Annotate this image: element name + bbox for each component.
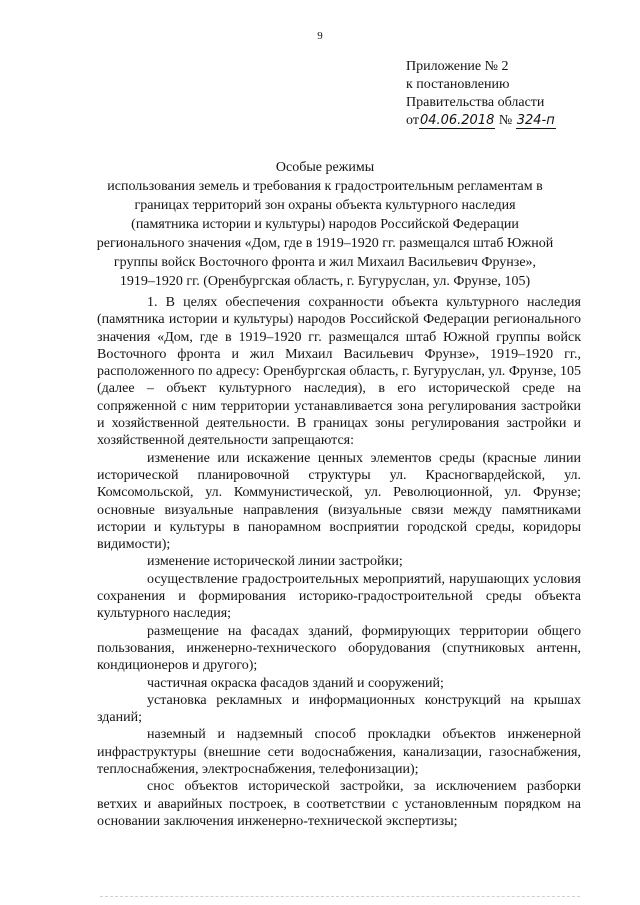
appendix-title: Приложение № 2: [406, 59, 509, 74]
title-line: 1919–1920 гг. (Оренбургская область, г. Бугуруслан, ул. Фрунзе, 105): [119, 274, 531, 289]
handwritten-date: 04.06.2018: [419, 113, 495, 128]
paragraph-item: изменение или искажение ценных элементов среды (красные линии исторической планировочной структуры ул. Красногвардейской, ул. Комсомольской, ул. Коммунистической, ул. Революционной, ул. Фрунзе; основные визуальные направления (визуальные связи между памятниками истории и культуры в панорамном восприятии городской среды, коридоры видимости);: [97, 450, 581, 553]
appendix-date-line: [406, 112, 556, 130]
number-prefix: №: [498, 113, 513, 128]
paragraph-item: осуществление градостроительных мероприятий, нарушающих условия сохранения и формирования историко-градостроительной среды объекта культурного наследия;: [97, 571, 581, 622]
title-line: (памятника истории и культуры) народов Российской Федерации: [131, 217, 519, 232]
appendix-subtitle: к постановлению: [406, 77, 510, 92]
page-bottom-edge: [100, 896, 580, 899]
page-number: 9: [317, 30, 323, 42]
paragraph-item: изменение исторической линии застройки;: [147, 554, 403, 570]
handwritten-number: 324-п: [516, 113, 555, 128]
title-line: границах территорий зон охраны объекта культурного наследия: [134, 198, 516, 213]
paragraph-item: частичная окраска фасадов зданий и сооружений;: [147, 675, 444, 691]
title-line: Особые режимы: [275, 160, 375, 175]
appendix-header: [406, 58, 556, 130]
document-title: [90, 158, 560, 291]
paragraph-item: снос объектов исторической застройки, за исключением разборки ветхих и аварийных построек, в соответствии с установленным порядком на основании заключения инженерно-технической экспертизы;: [97, 779, 581, 829]
date-prefix: от: [406, 113, 419, 128]
paragraph-item: размещение на фасадах зданий, формирующих территории общего пользования, инженерно-технического оборудования (спутниковых антенн, кондиционеров и другого);: [97, 623, 581, 674]
title-line: группы войск Восточного фронта и жил Михаил Васильевич Фрунзе»,: [113, 255, 537, 270]
paragraph-intro: 1. В целях обеспечения сохранности объекта культурного наследия (памятника истории и культуры) народов Российской Федерации регионального значения «Дом, где в 1919–1920 гг. размещался штаб Южной группы войск Восточного фронта и жил Михаил Васильевич Фрунзе», 1919–1920 гг., расположенного по адресу: Оренбургская область, г. Бугуруслан, ул. Фрунзе, 105 (далее – объект культурного наследия), в его исторической среде на сопряженной с ним территории устанавливается зона регулирования застройки и хозяйственной деятельности. В границах зоны регулирования застройки и хозяйственной деятельности запрещаются:: [97, 295, 581, 449]
title-line: использования земель и требования к градостроительным регламентам в: [107, 179, 543, 194]
title-line: регионального значения «Дом, где в 1919–1920 гг. размещался штаб Южной: [96, 236, 554, 251]
paragraph-item: установка рекламных и информационных конструкций на крышах зданий;: [97, 692, 581, 726]
appendix-issuer: Правительства области: [406, 95, 545, 110]
paragraph-item: наземный и надземный способ прокладки объектов инженерной инфраструктуры (внешние сети водоснабжения, канализации, газоснабжения, теплоснабжения, электроснабжения, телефонизации);: [97, 727, 581, 778]
document-body: [97, 294, 581, 830]
